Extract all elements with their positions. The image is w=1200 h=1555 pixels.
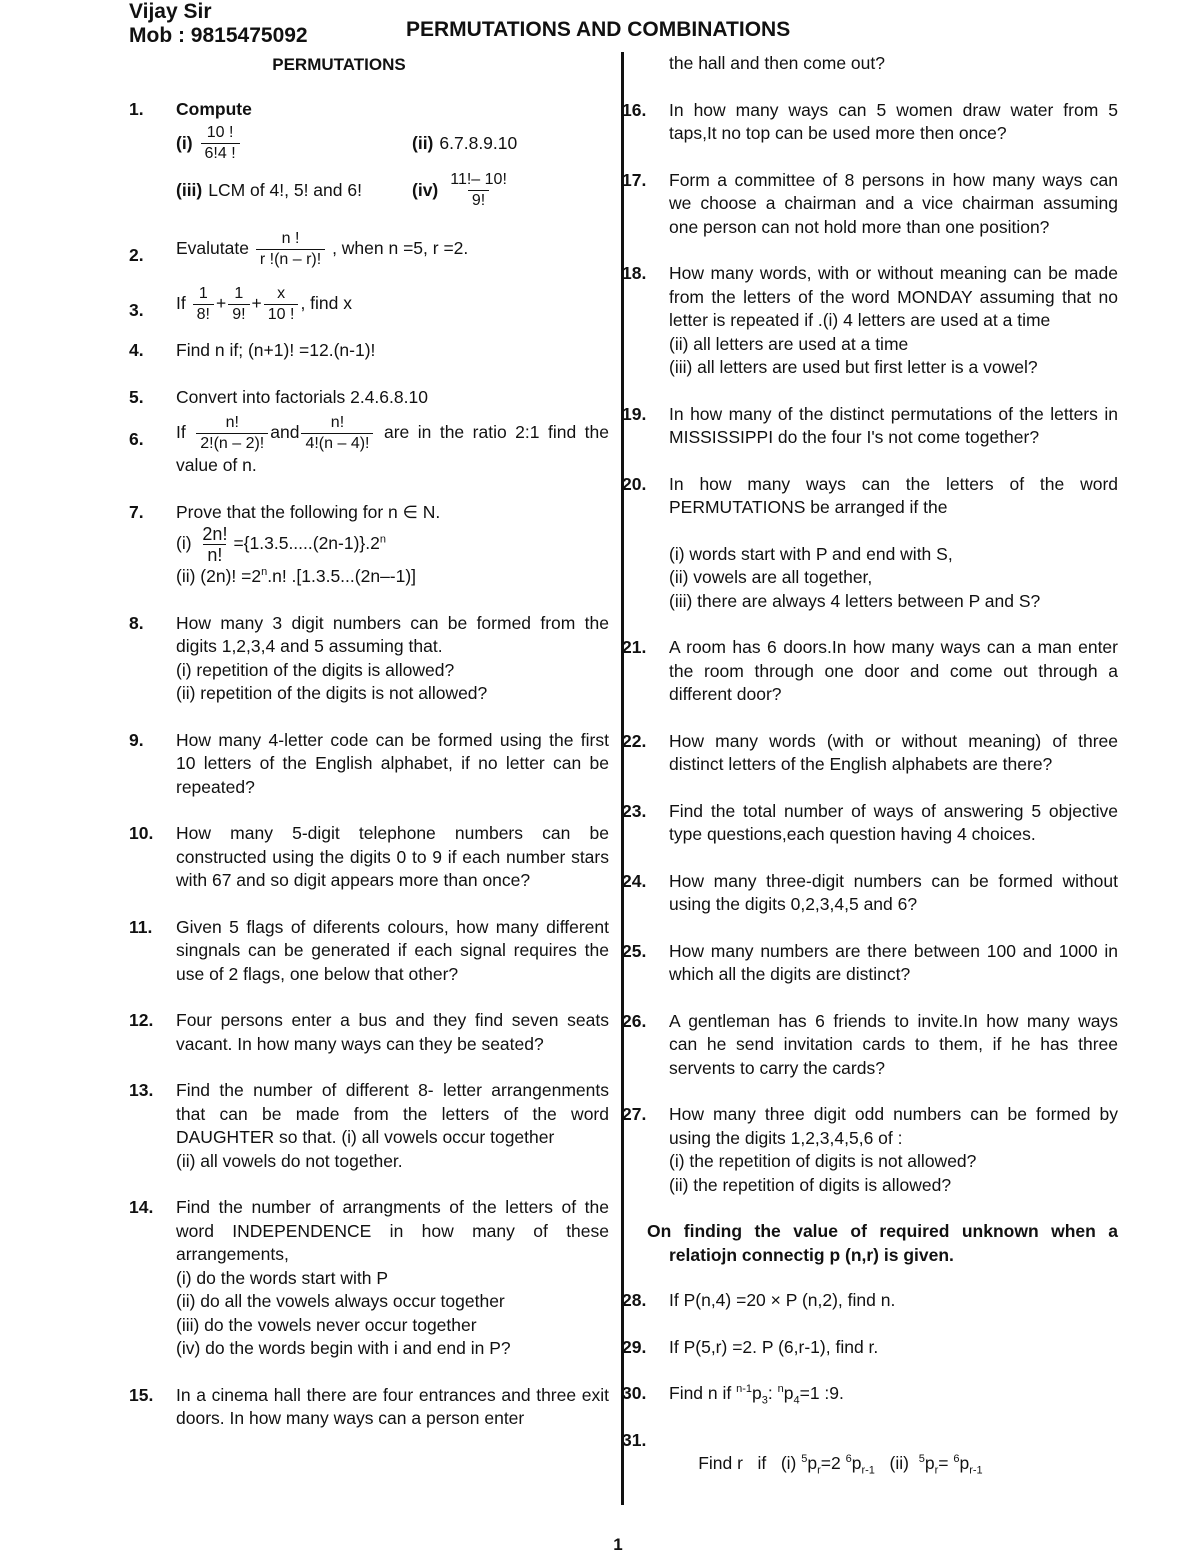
question-5 [129,386,609,410]
question-number: 3. [129,300,144,320]
fraction: $\frac{n!}{4!(n - 4)!}$ [301,413,373,454]
question-text: How many three digit odd numbers can be formed by using the digits 1,2,3,4,5,6 of : [669,1104,1118,1148]
question-4 [129,339,609,363]
question-16 [622,99,1118,146]
question-text: If $\frac{n!}{2!(n - 2)!}$ and $\frac{n!}{4!(n - 4)!}$ are in the ratio 2:1 find the value of n. [176,414,609,475]
question-text: Four persons enter a bus and they find seven seats vacant. In how many ways can they be seated? [176,1010,609,1054]
question-text: How many 4-letter code can be formed using the first 10 letters of the English alphabet, if no letter can be repeated? [176,729,609,797]
right-column [622,52,1118,1522]
question-28 [622,1289,1118,1313]
question-number: 12. [129,1010,154,1030]
section-heading: On finding the value of required unknown when a relatiojn connectig p (n,r) is given. [647,1221,1118,1265]
question-13 [129,1079,609,1173]
fraction: $\frac{10 !}{6!4 !}$ [201,123,240,164]
question-3 [129,284,609,325]
question-number: 29. [622,1336,647,1357]
question-11 [129,916,609,987]
sub-part: (i) the repetition of digits is not allowed? [669,1151,977,1171]
question-number: 15. [129,1384,154,1405]
question-text: Evalutate $\frac{n !}{r !(n - r)!}$ , when n =5, r =2. [176,230,469,268]
question-31 [622,1429,1118,1500]
question-text: How many numbers are there between 100 and 1000 in which all the digits are distinct? [669,940,1118,984]
question-text: Given 5 flags of diferents colours, how many different singnals can be generated if each signal requires the use of 2 flags, one below that other? [176,916,609,984]
question-25 [622,940,1118,987]
page-title: PERMUTATIONS AND COMBINATIONS [406,18,791,41]
fraction: $\frac{2n!}{n!}$ [202,524,228,565]
question-number: 14. [129,1197,154,1217]
fraction: $\frac{11!- 10!}{9!}$ [450,171,507,209]
question-text: How many 5-digit telephone numbers can be constructed using the digits 0 to 9 if each number stars with 67 and so digit appears more than once? [176,823,609,890]
question-27 [622,1103,1118,1197]
question-20 [622,473,1118,614]
question-number: 4. [129,340,144,360]
question-number: 13. [129,1080,154,1100]
question-number: 5. [129,386,144,407]
question-number: 11. [129,916,153,937]
part-label: (iv) [412,179,439,200]
question-text: Convert into factorials 2.4.6.8.10 [176,386,428,407]
question-14 [129,1196,609,1361]
fraction: $\frac{x}{10 !}$ [264,284,299,325]
sub-part: (i) repetition of the digits is allowed? [176,659,455,680]
question-24 [622,870,1118,917]
question-text: Prove that the following for n ∈ N. [176,501,441,522]
question-number: 31. [622,1429,647,1450]
question-number: 30. [622,1383,647,1403]
question-text: A gentleman has 6 friends to invite.In how many ways can he send invitation cards to them, if he has three servents to carry the cards? [669,1010,1118,1078]
question-text: If P(5,r) =2. P (6,r-1), find r. [669,1336,879,1357]
question-1 [129,98,609,212]
question-text: In how many of the distinct permutations of the letters in MISSISSIPPI do the four I's not come together? [669,403,1118,447]
question-23 [622,800,1118,847]
sub-part: (ii) the repetition of digits is allowed? [669,1174,952,1195]
question-29 [622,1336,1118,1360]
question-text: Find n if; (n+1)! =12.(n-1)! [176,340,376,360]
question-number: 19. [622,403,647,424]
question-text: Compute [176,98,252,119]
question-text: How many words (with or without meaning) of three distinct letters of the English alphabets are there? [669,730,1118,774]
question-number: 2. [129,245,144,265]
sub-part: (ii) all vowels do not together. [176,1150,403,1171]
question-30 [622,1382,1118,1406]
question-22 [622,730,1118,777]
question-number: 9. [129,729,144,750]
question-15 [129,1384,609,1431]
question-number: 26. [622,1010,647,1031]
sub-part: (iii) all letters are used but first letter is a vowel? [669,357,1038,377]
question-12 [129,1009,609,1056]
question-text: Form a committee of 8 persons in how many ways can we choose a chairman and a vice chairman assuming one person can not hold more than one position? [669,169,1118,237]
question-26 [622,1010,1118,1081]
question-text: If $\frac{1}{8!}$ + $\frac{1}{9!}$ + $\frac{x}{10 !}$ , find x [176,285,353,323]
fraction: $\frac{n!}{2!(n - 2)!}$ [196,413,268,454]
sub-part: (iii) there are always 4 letters between P and S? [669,590,1041,611]
question-21 [622,636,1118,707]
sub-part: (ii) all letters are used at a time [669,333,909,354]
question-8 [129,612,609,706]
sub-part: (ii) vowels are all together, [669,567,873,587]
question-text: A room has 6 doors.In how many ways can a man enter the room through one door and come out through a different door? [669,637,1118,704]
sub-part: (ii) do all the vowels always occur together [176,1291,505,1311]
question-number: 17. [622,169,647,190]
fraction: $\frac{1}{9!}$ [228,284,249,325]
sub-part: (iii) do the vowels never occur together [176,1314,477,1335]
question-number: 8. [129,612,144,633]
question-text: How many three-digit numbers can be formed without using the digits 0,2,3,4,5 and 6? [669,870,1118,914]
question-text: Find the number of different 8- letter arrangenments that can be made from the letters of the word DAUGHTER so that. (i) all vowels occur together [176,1080,609,1147]
part-ii: (ii) (2n)! $=2^n.n$! .[1.3.5...(2n–-1)] [176,566,417,586]
header-mobile: Mob : 9815475092 [129,24,308,47]
question-number: 20. [622,473,647,494]
sub-part: (i) words start with P and end with S, [669,543,953,564]
question-number: 10. [129,823,154,843]
fraction: $\frac{n !}{r !(n - r)!}$ [256,229,325,270]
question-number: 16. [622,99,647,120]
question-text: How many words, with or without meaning can be made from the letters of the word MONDAY assuming that no letter is repeated if .(i) 4 letters are used at a time [669,263,1118,330]
question-number: 21. [622,637,647,657]
part-label: (i) [176,132,193,153]
question-text: Find n if $^{n-1}p_3$: $^np_4=1$ :9. [669,1383,844,1407]
question-number: 1. [129,98,144,119]
question-text: In how many ways can the letters of the word PERMUTATIONS be arranged if the [669,473,1118,517]
question-number: 23. [622,800,647,821]
question-text: Find the total number of ways of answering 5 objective type questions,each question having 4 choices. [669,800,1118,844]
question-number: 7. [129,501,144,522]
question-number: 27. [622,1104,647,1124]
question-7 [129,501,609,589]
question-number: 22. [622,730,647,751]
part-label: (ii) [412,132,434,153]
page-number: 1 [613,1535,623,1554]
section-title: PERMUTATIONS [272,55,406,74]
fraction: $\frac{1}{8!}$ [193,284,214,325]
question-number: 18. [622,263,647,283]
part-text: LCM of 4!, 5! and 6! [208,179,362,200]
part-i: (i) $\frac{2n!}{n!}$ $=\{1.3.5.....(2n-1)\}.2^n$ [176,524,386,565]
question-19 [622,403,1118,450]
question-number: 24. [622,870,647,891]
question-number: 25. [622,940,647,961]
question-text: Find the number of arrangments of the letters of the word INDEPENDENCE in how many of these arrangements, [176,1197,609,1264]
sub-part: (i) do the words start with P [176,1267,389,1288]
question-17 [622,169,1118,240]
question-15-continued: the hall and then come out? [669,53,885,73]
question-6 [129,413,609,478]
compute-grid [176,123,609,211]
sub-part: (ii) repetition of the digits is not allowed? [176,683,488,703]
question-text: In a cinema hall there are four entrances and three exit doors. In how many ways can a person enter [176,1384,609,1428]
header-author: Vijay Sir [129,0,212,23]
question-18 [622,262,1118,380]
question-2 [129,229,609,270]
question-number: 28. [622,1290,647,1310]
question-text: If P(n,4) =20 × P (n,2), find n. [669,1290,896,1310]
question-9 [129,729,609,800]
question-text: Find r if (i) $^5p_r=2$ $^6p_{r-1}$ (ii) $^5p_r= ^6p_{r-1}$ [698,1453,983,1477]
question-10 [129,822,609,893]
question-text: How many 3 digit numbers can be formed from the digits 1,2,3,4 and 5 assuming that. [176,612,609,656]
left-column [129,52,609,1454]
part-text: 6.7.8.9.10 [439,132,518,153]
question-number: 6. [129,429,144,449]
sub-part: (iv) do the words begin with i and end in P? [176,1338,511,1358]
part-label: (iii) [176,179,203,200]
question-text: In how many ways can 5 women draw water from 5 taps,It no top can be used more then once? [669,99,1118,143]
